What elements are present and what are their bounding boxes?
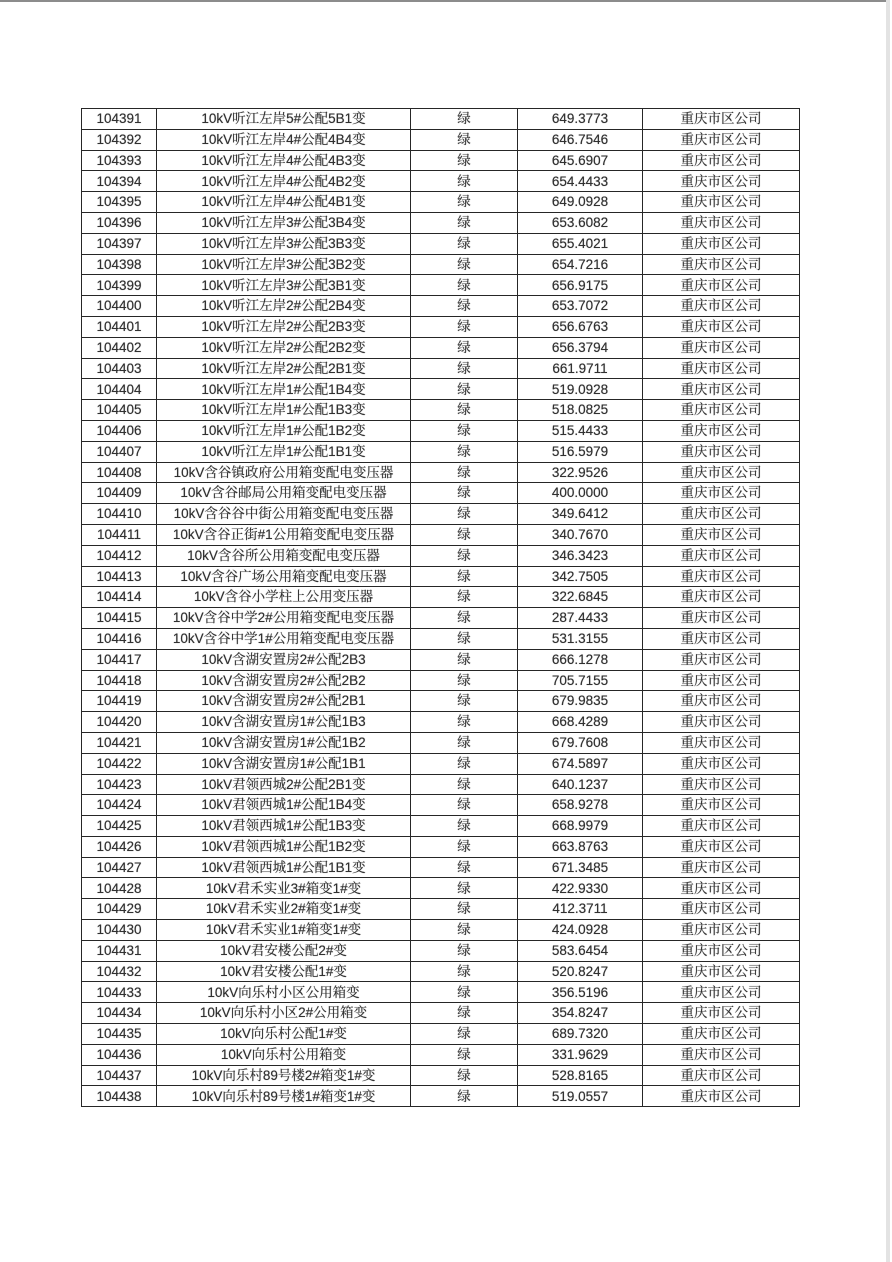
- cell-company: 重庆市区公司: [643, 649, 800, 670]
- cell-id: 104392: [82, 129, 157, 150]
- table-row: [82, 795, 800, 816]
- cell-company: 重庆市区公司: [643, 212, 800, 233]
- cell-id: 104407: [82, 441, 157, 462]
- cell-status: 绿: [411, 1003, 518, 1024]
- cell-name: 10kV向乐村89号楼2#箱变1#变: [157, 1065, 411, 1086]
- cell-status: 绿: [411, 732, 518, 753]
- table-row: [82, 753, 800, 774]
- cell-value: 645.6907: [518, 150, 643, 171]
- cell-value: 646.7546: [518, 129, 643, 150]
- table-row: [82, 982, 800, 1003]
- cell-id: 104397: [82, 233, 157, 254]
- cell-company: 重庆市区公司: [643, 732, 800, 753]
- cell-id: 104422: [82, 753, 157, 774]
- cell-company: 重庆市区公司: [643, 857, 800, 878]
- cell-id: 104433: [82, 982, 157, 1003]
- table-row: [82, 1024, 800, 1045]
- cell-company: 重庆市区公司: [643, 1065, 800, 1086]
- cell-name: 10kV含谷镇政府公用箱变配电变压器: [157, 462, 411, 483]
- cell-value: 519.0928: [518, 379, 643, 400]
- cell-value: 531.3155: [518, 628, 643, 649]
- cell-status: 绿: [411, 857, 518, 878]
- cell-name: 10kV向乐村小区公用箱变: [157, 982, 411, 1003]
- cell-name: 10kV含谷广场公用箱变配电变压器: [157, 566, 411, 587]
- cell-name: 10kV听江左岸3#公配3B3变: [157, 233, 411, 254]
- cell-id: 104401: [82, 316, 157, 337]
- cell-status: 绿: [411, 753, 518, 774]
- cell-status: 绿: [411, 400, 518, 421]
- cell-company: 重庆市区公司: [643, 774, 800, 795]
- cell-status: 绿: [411, 1024, 518, 1045]
- cell-value: 356.5196: [518, 982, 643, 1003]
- cell-value: 649.0928: [518, 192, 643, 213]
- cell-value: 520.8247: [518, 961, 643, 982]
- cell-id: 104416: [82, 628, 157, 649]
- cell-status: 绿: [411, 940, 518, 961]
- cell-name: 10kV含湖安置房1#公配1B1: [157, 753, 411, 774]
- cell-status: 绿: [411, 337, 518, 358]
- cell-name: 10kV含湖安置房2#公配2B3: [157, 649, 411, 670]
- cell-name: 10kV君领西城1#公配1B1变: [157, 857, 411, 878]
- cell-id: 104430: [82, 920, 157, 941]
- cell-value: 679.9835: [518, 691, 643, 712]
- table-row: [82, 109, 800, 130]
- cell-name: 10kV含湖安置房2#公配2B2: [157, 670, 411, 691]
- table-row: [82, 899, 800, 920]
- cell-value: 515.4433: [518, 420, 643, 441]
- table-row: [82, 774, 800, 795]
- table-row: [82, 441, 800, 462]
- cell-status: 绿: [411, 296, 518, 317]
- table-row: [82, 358, 800, 379]
- cell-status: 绿: [411, 171, 518, 192]
- table-row: [82, 483, 800, 504]
- cell-company: 重庆市区公司: [643, 940, 800, 961]
- cell-value: 583.6454: [518, 940, 643, 961]
- cell-company: 重庆市区公司: [643, 920, 800, 941]
- cell-value: 346.3423: [518, 545, 643, 566]
- cell-id: 104408: [82, 462, 157, 483]
- cell-name: 10kV听江左岸1#公配1B3变: [157, 400, 411, 421]
- cell-id: 104438: [82, 1086, 157, 1107]
- cell-company: 重庆市区公司: [643, 524, 800, 545]
- cell-id: 104402: [82, 337, 157, 358]
- table-row: [82, 275, 800, 296]
- cell-status: 绿: [411, 441, 518, 462]
- cell-name: 10kV听江左岸3#公配3B1变: [157, 275, 411, 296]
- cell-value: 331.9629: [518, 1044, 643, 1065]
- table-row: [82, 961, 800, 982]
- cell-value: 689.7320: [518, 1024, 643, 1045]
- cell-status: 绿: [411, 483, 518, 504]
- cell-company: 重庆市区公司: [643, 379, 800, 400]
- cell-status: 绿: [411, 150, 518, 171]
- cell-value: 661.9711: [518, 358, 643, 379]
- cell-id: 104432: [82, 961, 157, 982]
- table-body: [82, 109, 800, 1107]
- table-row: [82, 1044, 800, 1065]
- cell-value: 705.7155: [518, 670, 643, 691]
- cell-status: 绿: [411, 670, 518, 691]
- cell-value: 412.3711: [518, 899, 643, 920]
- cell-name: 10kV听江左岸2#公配2B1变: [157, 358, 411, 379]
- table-row: [82, 836, 800, 857]
- cell-company: 重庆市区公司: [643, 233, 800, 254]
- cell-company: 重庆市区公司: [643, 296, 800, 317]
- cell-id: 104398: [82, 254, 157, 275]
- cell-name: 10kV君禾实业3#箱变1#变: [157, 878, 411, 899]
- cell-name: 10kV含谷正街#1公用箱变配电变压器: [157, 524, 411, 545]
- cell-id: 104426: [82, 836, 157, 857]
- cell-company: 重庆市区公司: [643, 254, 800, 275]
- cell-value: 653.7072: [518, 296, 643, 317]
- cell-name: 10kV向乐村89号楼1#箱变1#变: [157, 1086, 411, 1107]
- table-row: [82, 732, 800, 753]
- cell-id: 104391: [82, 109, 157, 130]
- table-row: [82, 462, 800, 483]
- cell-name: 10kV含谷所公用箱变配电变压器: [157, 545, 411, 566]
- cell-value: 649.3773: [518, 109, 643, 130]
- table-row: [82, 212, 800, 233]
- cell-id: 104404: [82, 379, 157, 400]
- cell-company: 重庆市区公司: [643, 171, 800, 192]
- cell-status: 绿: [411, 836, 518, 857]
- cell-id: 104423: [82, 774, 157, 795]
- cell-name: 10kV含谷中学2#公用箱变配电变压器: [157, 608, 411, 629]
- cell-value: 518.0825: [518, 400, 643, 421]
- cell-name: 10kV含谷中学1#公用箱变配电变压器: [157, 628, 411, 649]
- cell-status: 绿: [411, 608, 518, 629]
- cell-id: 104437: [82, 1065, 157, 1086]
- cell-status: 绿: [411, 1044, 518, 1065]
- cell-name: 10kV君领西城1#公配1B3变: [157, 816, 411, 837]
- cell-id: 104399: [82, 275, 157, 296]
- cell-name: 10kV向乐村公用箱变: [157, 1044, 411, 1065]
- table-row: [82, 400, 800, 421]
- table-row: [82, 524, 800, 545]
- cell-value: 422.9330: [518, 878, 643, 899]
- cell-name: 10kV含湖安置房1#公配1B2: [157, 732, 411, 753]
- cell-status: 绿: [411, 587, 518, 608]
- cell-status: 绿: [411, 212, 518, 233]
- cell-company: 重庆市区公司: [643, 670, 800, 691]
- table-row: [82, 129, 800, 150]
- cell-status: 绿: [411, 254, 518, 275]
- cell-value: 668.9979: [518, 816, 643, 837]
- cell-company: 重庆市区公司: [643, 420, 800, 441]
- cell-company: 重庆市区公司: [643, 1024, 800, 1045]
- cell-name: 10kV听江左岸4#公配4B4变: [157, 129, 411, 150]
- cell-name: 10kV含谷邮局公用箱变配电变压器: [157, 483, 411, 504]
- cell-company: 重庆市区公司: [643, 545, 800, 566]
- cell-id: 104405: [82, 400, 157, 421]
- table-row: [82, 857, 800, 878]
- cell-id: 104394: [82, 171, 157, 192]
- cell-id: 104414: [82, 587, 157, 608]
- table-row: [82, 504, 800, 525]
- cell-company: 重庆市区公司: [643, 358, 800, 379]
- cell-company: 重庆市区公司: [643, 400, 800, 421]
- cell-id: 104434: [82, 1003, 157, 1024]
- cell-status: 绿: [411, 1065, 518, 1086]
- table-row: [82, 254, 800, 275]
- cell-company: 重庆市区公司: [643, 441, 800, 462]
- cell-company: 重庆市区公司: [643, 628, 800, 649]
- cell-id: 104418: [82, 670, 157, 691]
- cell-name: 10kV听江左岸1#公配1B1变: [157, 441, 411, 462]
- cell-status: 绿: [411, 504, 518, 525]
- cell-id: 104424: [82, 795, 157, 816]
- cell-company: 重庆市区公司: [643, 816, 800, 837]
- cell-value: 668.4289: [518, 712, 643, 733]
- cell-id: 104419: [82, 691, 157, 712]
- cell-name: 10kV听江左岸3#公配3B2变: [157, 254, 411, 275]
- table-row: [82, 296, 800, 317]
- cell-id: 104429: [82, 899, 157, 920]
- cell-value: 640.1237: [518, 774, 643, 795]
- cell-value: 658.9278: [518, 795, 643, 816]
- cell-name: 10kV听江左岸4#公配4B2变: [157, 171, 411, 192]
- cell-id: 104415: [82, 608, 157, 629]
- table-row: [82, 1086, 800, 1107]
- cell-company: 重庆市区公司: [643, 1003, 800, 1024]
- cell-company: 重庆市区公司: [643, 504, 800, 525]
- cell-status: 绿: [411, 192, 518, 213]
- cell-company: 重庆市区公司: [643, 712, 800, 733]
- cell-id: 104400: [82, 296, 157, 317]
- cell-name: 10kV听江左岸1#公配1B4变: [157, 379, 411, 400]
- cell-name: 10kV听江左岸4#公配4B1变: [157, 192, 411, 213]
- cell-name: 10kV含谷小学柱上公用变压器: [157, 587, 411, 608]
- scan-artifact-top-edge: [0, 0, 886, 2]
- cell-company: 重庆市区公司: [643, 1044, 800, 1065]
- cell-name: 10kV听江左岸2#公配2B2变: [157, 337, 411, 358]
- cell-status: 绿: [411, 816, 518, 837]
- cell-id: 104395: [82, 192, 157, 213]
- cell-status: 绿: [411, 379, 518, 400]
- table-row: [82, 337, 800, 358]
- table-row: [82, 587, 800, 608]
- table-row: [82, 171, 800, 192]
- table-row: [82, 878, 800, 899]
- cell-value: 654.4433: [518, 171, 643, 192]
- cell-id: 104411: [82, 524, 157, 545]
- cell-status: 绿: [411, 878, 518, 899]
- table-row: [82, 150, 800, 171]
- cell-company: 重庆市区公司: [643, 587, 800, 608]
- cell-company: 重庆市区公司: [643, 462, 800, 483]
- table-row: [82, 712, 800, 733]
- cell-name: 10kV含湖安置房1#公配1B3: [157, 712, 411, 733]
- cell-company: 重庆市区公司: [643, 1086, 800, 1107]
- cell-name: 10kV向乐村小区2#公用箱变: [157, 1003, 411, 1024]
- cell-company: 重庆市区公司: [643, 109, 800, 130]
- cell-id: 104417: [82, 649, 157, 670]
- cell-status: 绿: [411, 316, 518, 337]
- cell-name: 10kV听江左岸3#公配3B4变: [157, 212, 411, 233]
- table-row: [82, 1065, 800, 1086]
- cell-company: 重庆市区公司: [643, 961, 800, 982]
- cell-id: 104393: [82, 150, 157, 171]
- cell-id: 104435: [82, 1024, 157, 1045]
- cell-id: 104420: [82, 712, 157, 733]
- cell-company: 重庆市区公司: [643, 129, 800, 150]
- cell-id: 104406: [82, 420, 157, 441]
- cell-status: 绿: [411, 774, 518, 795]
- cell-company: 重庆市区公司: [643, 878, 800, 899]
- cell-value: 287.4433: [518, 608, 643, 629]
- table-row: [82, 566, 800, 587]
- cell-status: 绿: [411, 358, 518, 379]
- cell-status: 绿: [411, 920, 518, 941]
- table-row: [82, 1003, 800, 1024]
- cell-name: 10kV含谷谷中街公用箱变配电变压器: [157, 504, 411, 525]
- cell-value: 322.9526: [518, 462, 643, 483]
- cell-name: 10kV听江左岸1#公配1B2变: [157, 420, 411, 441]
- cell-value: 653.6082: [518, 212, 643, 233]
- cell-value: 340.7670: [518, 524, 643, 545]
- cell-id: 104409: [82, 483, 157, 504]
- cell-company: 重庆市区公司: [643, 795, 800, 816]
- cell-company: 重庆市区公司: [643, 150, 800, 171]
- cell-company: 重庆市区公司: [643, 566, 800, 587]
- cell-status: 绿: [411, 1086, 518, 1107]
- cell-value: 424.0928: [518, 920, 643, 941]
- cell-status: 绿: [411, 129, 518, 150]
- table-row: [82, 379, 800, 400]
- cell-value: 322.6845: [518, 587, 643, 608]
- cell-name: 10kV君领西城1#公配1B4变: [157, 795, 411, 816]
- cell-company: 重庆市区公司: [643, 836, 800, 857]
- cell-status: 绿: [411, 795, 518, 816]
- cell-status: 绿: [411, 462, 518, 483]
- cell-value: 528.8165: [518, 1065, 643, 1086]
- cell-id: 104403: [82, 358, 157, 379]
- table-row: [82, 420, 800, 441]
- cell-id: 104428: [82, 878, 157, 899]
- table-row: [82, 608, 800, 629]
- cell-id: 104412: [82, 545, 157, 566]
- cell-status: 绿: [411, 712, 518, 733]
- cell-status: 绿: [411, 545, 518, 566]
- cell-value: 679.7608: [518, 732, 643, 753]
- cell-value: 666.1278: [518, 649, 643, 670]
- cell-company: 重庆市区公司: [643, 275, 800, 296]
- cell-value: 349.6412: [518, 504, 643, 525]
- table-row: [82, 192, 800, 213]
- cell-name: 10kV向乐村公配1#变: [157, 1024, 411, 1045]
- cell-status: 绿: [411, 899, 518, 920]
- table-row: [82, 649, 800, 670]
- transformer-data-table: [81, 108, 800, 1107]
- cell-status: 绿: [411, 524, 518, 545]
- cell-id: 104413: [82, 566, 157, 587]
- cell-id: 104431: [82, 940, 157, 961]
- cell-name: 10kV听江左岸5#公配5B1变: [157, 109, 411, 130]
- cell-value: 656.6763: [518, 316, 643, 337]
- cell-status: 绿: [411, 566, 518, 587]
- table-row: [82, 670, 800, 691]
- cell-status: 绿: [411, 275, 518, 296]
- cell-value: 654.7216: [518, 254, 643, 275]
- cell-company: 重庆市区公司: [643, 899, 800, 920]
- cell-id: 104436: [82, 1044, 157, 1065]
- cell-name: 10kV君安楼公配2#变: [157, 940, 411, 961]
- cell-company: 重庆市区公司: [643, 483, 800, 504]
- cell-company: 重庆市区公司: [643, 982, 800, 1003]
- cell-value: 400.0000: [518, 483, 643, 504]
- cell-value: 674.5897: [518, 753, 643, 774]
- cell-value: 354.8247: [518, 1003, 643, 1024]
- cell-value: 671.3485: [518, 857, 643, 878]
- cell-value: 655.4021: [518, 233, 643, 254]
- cell-status: 绿: [411, 109, 518, 130]
- cell-id: 104396: [82, 212, 157, 233]
- cell-name: 10kV君领西城2#公配2B1变: [157, 774, 411, 795]
- table-row: [82, 316, 800, 337]
- cell-name: 10kV君禾实业1#箱变1#变: [157, 920, 411, 941]
- cell-company: 重庆市区公司: [643, 691, 800, 712]
- table-row: [82, 545, 800, 566]
- cell-company: 重庆市区公司: [643, 337, 800, 358]
- cell-status: 绿: [411, 628, 518, 649]
- cell-id: 104410: [82, 504, 157, 525]
- table-row: [82, 940, 800, 961]
- cell-value: 516.5979: [518, 441, 643, 462]
- cell-status: 绿: [411, 982, 518, 1003]
- cell-status: 绿: [411, 233, 518, 254]
- cell-value: 656.9175: [518, 275, 643, 296]
- table-row: [82, 816, 800, 837]
- cell-company: 重庆市区公司: [643, 316, 800, 337]
- cell-value: 656.3794: [518, 337, 643, 358]
- cell-value: 663.8763: [518, 836, 643, 857]
- cell-value: 342.7505: [518, 566, 643, 587]
- table-row: [82, 920, 800, 941]
- cell-name: 10kV听江左岸2#公配2B4变: [157, 296, 411, 317]
- table-row: [82, 691, 800, 712]
- cell-name: 10kV君领西城1#公配1B2变: [157, 836, 411, 857]
- cell-status: 绿: [411, 691, 518, 712]
- cell-name: 10kV君安楼公配1#变: [157, 961, 411, 982]
- cell-status: 绿: [411, 420, 518, 441]
- cell-status: 绿: [411, 649, 518, 670]
- cell-name: 10kV听江左岸4#公配4B3变: [157, 150, 411, 171]
- scan-artifact-right-edge: [886, 0, 890, 1262]
- cell-id: 104421: [82, 732, 157, 753]
- cell-id: 104427: [82, 857, 157, 878]
- cell-value: 519.0557: [518, 1086, 643, 1107]
- cell-name: 10kV含湖安置房2#公配2B1: [157, 691, 411, 712]
- table-row: [82, 628, 800, 649]
- cell-id: 104425: [82, 816, 157, 837]
- cell-company: 重庆市区公司: [643, 753, 800, 774]
- cell-status: 绿: [411, 961, 518, 982]
- cell-name: 10kV听江左岸2#公配2B3变: [157, 316, 411, 337]
- cell-company: 重庆市区公司: [643, 192, 800, 213]
- table-row: [82, 233, 800, 254]
- cell-name: 10kV君禾实业2#箱变1#变: [157, 899, 411, 920]
- cell-company: 重庆市区公司: [643, 608, 800, 629]
